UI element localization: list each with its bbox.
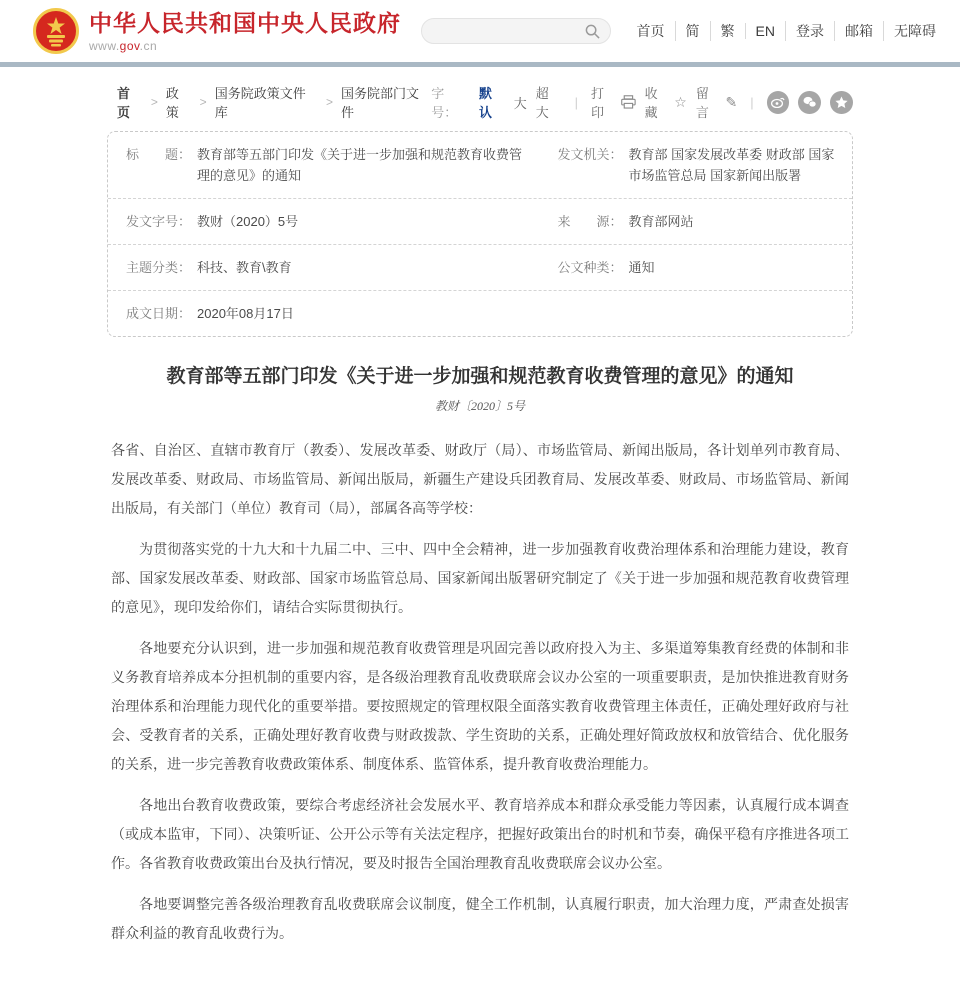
- search-input[interactable]: [432, 24, 585, 38]
- breadcrumb-policy[interactable]: 政策: [165, 86, 179, 120]
- article-doc-number: 教财〔2020〕5号: [434, 399, 525, 413]
- star-icon: ☆: [674, 93, 687, 110]
- article-body: [111, 436, 849, 948]
- meta-label-title: 标 题：: [126, 147, 192, 162]
- site-url: www.gov.cn: [89, 38, 158, 53]
- weibo-icon: [771, 96, 785, 108]
- article-paragraph: 各省、自治区、直辖市教育厅（教委）、发展改革委、财政厅（局）、市场监管局、新闻出版局，各计划单列市教育局、发展改革委、财政局、市场监管局、新闻出版局，新疆生产建设兵团教育局、发展改革委、财政局、市场监管局、新闻出版局，有关部门（单位）教育司（局），部属各高等学校：: [111, 442, 849, 516]
- meta-label-issuing-authority: 发文机关：: [557, 147, 623, 162]
- qzone-star-icon: [835, 96, 848, 109]
- nav-traditional[interactable]: 繁: [710, 21, 745, 41]
- meta-value-doc-number: 教财（2020）5号: [197, 214, 299, 229]
- breadcrumb-home[interactable]: 首页: [117, 86, 131, 120]
- meta-label-source: 来 源：: [557, 214, 623, 229]
- breadcrumb-separator: >: [150, 95, 158, 109]
- breadcrumb-policy-library[interactable]: 国务院政策文件库: [214, 86, 306, 120]
- article-paragraph: 各地要充分认识到，进一步加强和规范教育收费管理是巩固完善以政府投入为主、多渠道筹集教育经费的体制和非义务教育培养成本分担机制的重要内容，是各级治理教育乱收费联席会议办公室的一项重要职责，是加快推进教育财务治理体系和治理能力现代化的重要举措。要按照规定的管理权限全面落实教育收费管理主体责任，正确处理好政府与社会、受教育者的关系，正确处理好教育收费与财政拨款、学生资助的关系，正确处理好简政放权和放管结合、优化服务的关系，进一步完善教育收费政策体系、制度体系、监管体系，提升教育收费治理能力。: [111, 640, 849, 772]
- article-paragraph: 各地要调整完善各级治理教育乱收费联席会议制度，健全工作机制，认真履行职责，加大治理力度，严肃查处损害群众利益的教育乱收费行为。: [111, 896, 849, 941]
- breadcrumb: [117, 83, 431, 121]
- nav-mail[interactable]: 邮箱: [834, 21, 883, 41]
- share-weibo-button[interactable]: [767, 91, 790, 114]
- meta-row-date: [108, 291, 852, 336]
- nav-login[interactable]: 登录: [785, 21, 834, 41]
- article: [107, 337, 853, 990]
- top-nav: [627, 21, 946, 41]
- wechat-icon: [803, 96, 817, 108]
- meta-value-category: 科技、教育\教育: [197, 260, 292, 275]
- meta-label-doc-type: 公文种类：: [557, 260, 623, 275]
- nav-home[interactable]: 首页: [636, 23, 665, 39]
- article-paragraph: 为贯彻落实党的十九大和十九届二中、三中、四中全会精神，进一步加强教育收费治理体系和治理能力建设，教育部、国家发展改革委、财政部、国家市场监管总局、国家新闻出版署研究制定了《关于进一步加强和规范教育收费管理的意见》，现印发给你们，请结合实际贯彻执行。: [111, 541, 849, 615]
- share-qzone-button[interactable]: [830, 91, 853, 114]
- font-size-large-button[interactable]: 大: [513, 95, 527, 111]
- search-icon[interactable]: [585, 24, 600, 39]
- site-title: 中华人民共和国中央人民政府: [89, 9, 401, 36]
- share-wechat-button[interactable]: [798, 91, 821, 114]
- tools-divider: |: [750, 94, 754, 110]
- meta-value-source: 教育部网站: [628, 214, 694, 229]
- breadcrumb-separator: >: [325, 95, 333, 109]
- site-header: [0, 0, 960, 62]
- meta-label-category: 主题分类：: [126, 260, 192, 275]
- meta-value-date: 2020年08月17日: [197, 306, 294, 321]
- meta-row-title: [108, 132, 852, 199]
- font-size-label: 字号：: [431, 86, 458, 120]
- favorite-button[interactable]: 收藏 ☆: [644, 86, 687, 120]
- comment-button[interactable]: 留言 ✎: [695, 86, 738, 120]
- meta-row-category: [108, 245, 852, 291]
- meta-value-issuing-authority: 教育部 国家发展改革委 财政部 国家市场监管总局 国家新闻出版署: [628, 147, 835, 183]
- meta-value-title: 教育部等五部门印发《关于进一步加强和规范教育收费管理的意见》的通知: [197, 147, 523, 183]
- print-button[interactable]: 打印: [591, 83, 636, 121]
- article-paragraph: 各地出台教育收费政策，要综合考虑经济社会发展水平、教育培养成本和群众承受能力等因素，认真履行成本调查（或成本监审，下同）、决策听证、公开公示等有关法定程序，把握好政策出台的时机和节奏，确保平稳有序推进各项工作。各省教育收费政策出台及执行情况，要及时报告全国治理教育乱收费联席会议办公室。: [111, 797, 849, 871]
- breadcrumb-separator: >: [199, 95, 207, 109]
- national-emblem-icon: [33, 8, 79, 54]
- font-size-default-button[interactable]: 默认: [478, 86, 492, 120]
- meta-value-doc-type: 通知: [628, 260, 655, 275]
- breadcrumb-toolbar-row: [107, 67, 853, 131]
- pencil-icon: ✎: [725, 93, 738, 110]
- search-box[interactable]: [421, 18, 611, 44]
- meta-row-doc-number: [108, 199, 852, 245]
- font-size-xlarge-button[interactable]: 超大: [535, 86, 549, 120]
- article-title: 教育部等五部门印发《关于进一步加强和规范教育收费管理的意见》的通知: [166, 366, 794, 387]
- nav-accessibility[interactable]: 无障碍: [883, 21, 946, 41]
- brand-text: [89, 10, 401, 53]
- nav-simplified[interactable]: 简: [675, 21, 710, 41]
- page-tools: [431, 83, 853, 121]
- meta-label-date: 成文日期：: [126, 306, 192, 321]
- printer-icon: [621, 95, 636, 109]
- site-brand[interactable]: [33, 8, 401, 54]
- meta-label-doc-number: 发文字号：: [126, 214, 192, 229]
- breadcrumb-department-documents[interactable]: 国务院部门文件: [340, 86, 419, 120]
- tools-divider: |: [574, 94, 578, 110]
- nav-english[interactable]: EN: [745, 23, 785, 39]
- document-meta-table: [107, 131, 853, 337]
